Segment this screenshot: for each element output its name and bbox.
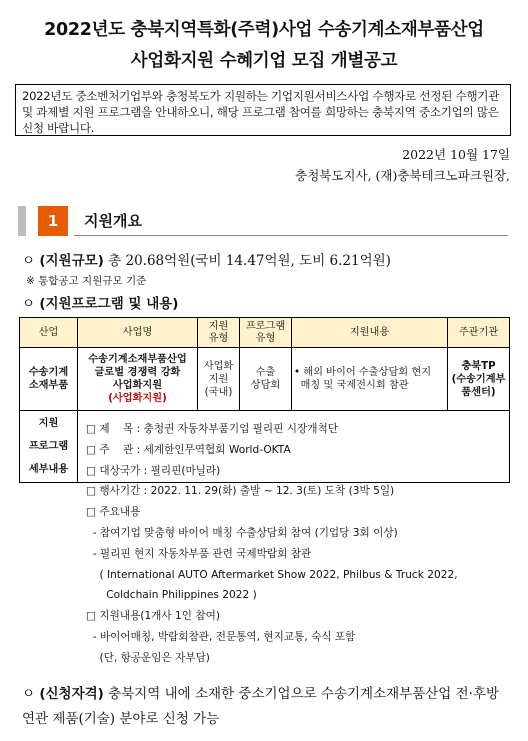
section-bar [18,206,26,236]
detail-line: □ 지원내용(1개사 1인 참여) [86,610,220,623]
support-scale-note: ※ 통합공고 지원규모 기준 [26,275,147,287]
eligibility [22,682,512,732]
header-org: 주관기관 [448,318,510,348]
section-title: 지원개요 [84,212,142,230]
support-scale-label: (지원규모) [39,253,104,269]
section-header [18,206,508,236]
header-program-type: 프로그램 유형 [240,318,292,348]
cell-program-type: 수출 상담회 [240,348,292,411]
header-content: 지원내용 [292,318,448,348]
detail-line: □ 주요내용 [86,506,141,519]
bullet-mark: ㅇ [22,296,36,312]
cell-detail-content [78,411,510,664]
detail-line: □ 대상국가 : 필리핀(마닐라) [86,464,221,477]
page-title-line1: 2022년도 충북지역특화(주력)사업 수송기계소재부품산업 [44,20,484,40]
program-table [19,317,510,664]
detail-line: - 바이어매칭, 박람회참관, 전문통역, 현지교통, 숙식 포함 [86,630,356,643]
support-scale-text: 총 20.68억원(국비 14.47억원, 도비 6.21억원) [108,253,391,269]
eligibility-text: 충북지역 내에 소재한 중소기업으로 수송기계소재부품산업 전·후방 연관 제품(기술) 분야로 신청 가능 [22,686,500,727]
section-number: 1 [38,206,68,236]
detail-line: - 필리핀 현지 자동차부품 관련 국제박람회 참관 [86,547,312,560]
detail-line: ( International AUTO Aftermarket Show 2022, Philbus & Truck 2022, [86,568,458,581]
detail-lines [86,419,503,664]
section-underline [74,235,508,236]
cell-project-sub: (사업화지원) [108,393,167,404]
support-program-heading [22,292,178,312]
cell-support-type: 사업화 지원 (국내) [198,348,240,411]
cell-detail-label: 지원 프로그램 세부내용 [20,411,78,483]
support-scale [22,249,391,269]
detail-line: (단, 항공운임은 자부담) [86,651,210,664]
bullet-mark: ㅇ [22,253,36,269]
header-industry: 산업 [20,318,78,348]
page-title-line2: 사업화지원 수혜기업 모집 개별공고 [130,51,398,71]
cell-content: • 해외 바이어 수출상담회 현지 매칭 및 국제전시회 참관 [292,348,448,411]
cell-org: 충북TP (수송기계부 품센터) [448,348,510,411]
cell-project: 수송기계소재부품산업 글로벌 경쟁력 강화 사업화지원 (사업화지원) [78,348,198,411]
detail-line: Coldchain Philippines 2022 ) [86,589,257,602]
detail-line: □ 제 목 : 충청권 자동차부품기업 필리핀 시장개척단 [86,423,338,435]
header-project: 사업명 [78,318,198,348]
announcement-date: 2022년 10월 17일 [402,147,510,162]
detail-line: □ 행사기간 : 2022. 11. 29(화) 출발 ~ 12. 3(토) 도착 (3박 5일) [86,485,395,498]
announcement-signer: 충청북도지사, (재)충북테크노파크원장, [295,168,510,183]
detail-line: - 참여기업 맞춤형 바이어 매칭 수출상담회 참여 (기업당 3회 이상) [86,526,398,539]
eligibility-label: (신청자격) [39,686,104,702]
header-support-type: 지원 유형 [198,318,240,348]
cell-industry: 수송기계 소재부품 [20,348,78,411]
notice-box: 2022년도 중소벤처기업부와 충청북도가 지원하는 기업지원서비스사업 수행자로 선정된 수행기관 및 과제별 지원 프로그램을 안내하오니, 해당 프로그램 참여를 희망하는 충북지역 중소기업의 많은 신청 바랍니다. [15,84,511,136]
support-program-label: (지원프로그램 및 내용) [39,296,179,312]
bullet-mark: ㅇ [22,686,36,702]
detail-line: □ 주 관 : 세계한인무역협회 World-OKTA [86,443,291,456]
